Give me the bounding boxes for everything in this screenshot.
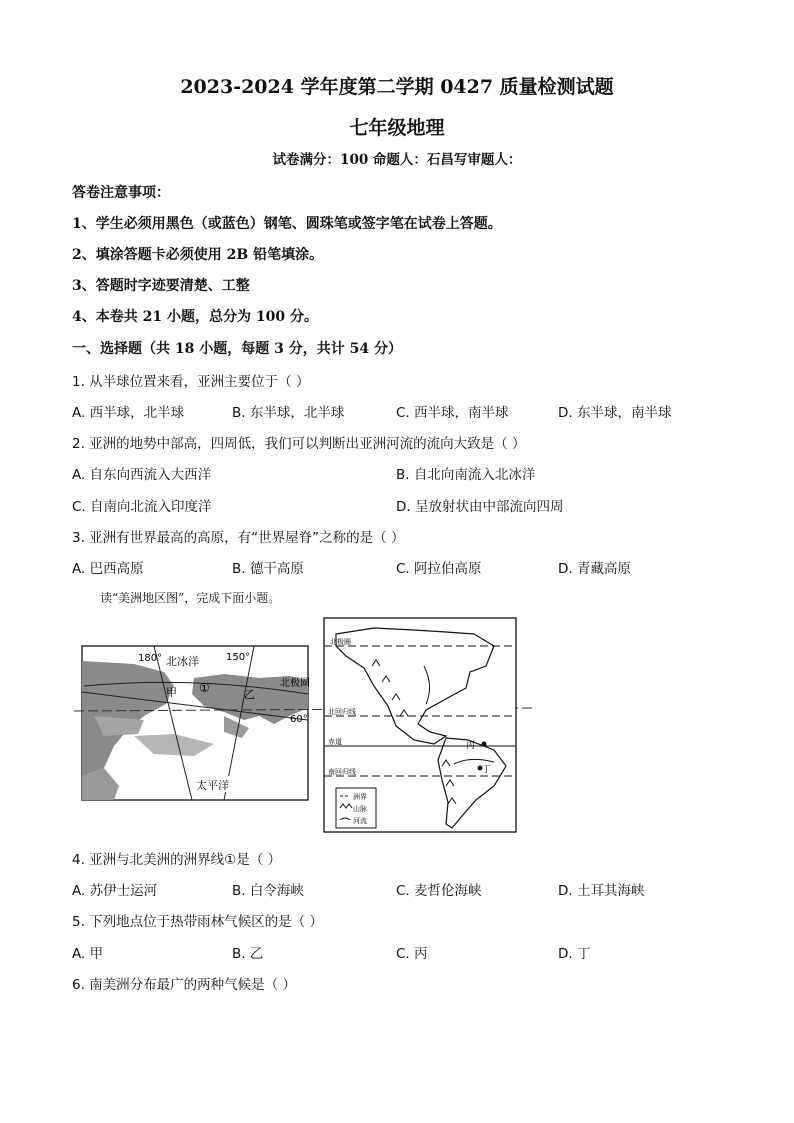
map-label: 赤道 xyxy=(328,738,342,746)
option-c[interactable]: C. 麦哲伦海峡 xyxy=(396,883,482,899)
question-stem: 3. 亚洲有世界最高的高原，有“世界屋脊”之称的是（ ） xyxy=(72,530,405,546)
map-label: 60° xyxy=(290,714,308,725)
option-a[interactable]: A. 西半球，北半球 xyxy=(72,405,185,421)
option-d[interactable]: D. 呈放射状由中部流向四周 xyxy=(396,499,564,515)
option-c[interactable]: C. 自南向北流入印度洋 xyxy=(72,499,212,515)
legend-label: 河流 xyxy=(353,817,367,825)
map-label: 丙 xyxy=(466,741,476,751)
map-label: ① xyxy=(199,681,210,695)
legend-label: 山脉 xyxy=(353,805,367,813)
bering-map xyxy=(82,646,310,800)
legend-label: 洲界 xyxy=(353,793,367,801)
map-label: 南回归线 xyxy=(328,768,356,776)
map-label: 北极圈 xyxy=(280,678,310,689)
map-intro: 读“美洲地区图”，完成下面小题。 xyxy=(100,591,281,605)
map-label: 北回归线 xyxy=(328,708,356,716)
option-d[interactable]: D. 东半球，南半球 xyxy=(558,405,672,421)
option-b[interactable]: B. 乙 xyxy=(232,946,264,962)
option-c[interactable]: C. 丙 xyxy=(396,946,428,962)
section-heading: 一、选择题（共 18 小题，每题 3 分，共计 54 分） xyxy=(72,341,402,357)
option-a[interactable]: A. 苏伊士运河 xyxy=(72,883,158,899)
note-item: 2、填涂答题卡必须使用 2B 铅笔填涂。 xyxy=(72,247,324,263)
note-item: 3、答题时字迹要清楚、工整 xyxy=(72,278,250,294)
exam-subject: 七年级地理 xyxy=(349,117,445,139)
option-d[interactable]: D. 土耳其海峡 xyxy=(558,883,645,899)
option-a[interactable]: A. 巴西高原 xyxy=(72,561,144,577)
question-stem: 5. 下列地点位于热带雨林气候区的是（ ） xyxy=(72,914,323,930)
map-label: 180° xyxy=(138,653,163,664)
note-item: 4、本卷共 21 小题，总分为 100 分。 xyxy=(72,309,318,325)
question-stem: 1. 从半球位置来看，亚洲主要位于（ ） xyxy=(72,374,310,390)
exam-info: 试卷满分：100 命题人：石昌写审题人： xyxy=(272,152,522,168)
map-label: 北冰洋 xyxy=(166,655,199,668)
option-b[interactable]: B. 自北向南流入北冰洋 xyxy=(396,467,536,483)
map-label: 150° xyxy=(226,652,251,663)
option-b[interactable]: B. 德干高原 xyxy=(232,561,304,577)
map-label: 丁 xyxy=(482,765,492,775)
map-label: 甲 xyxy=(166,686,177,699)
option-c[interactable]: C. 西半球，南半球 xyxy=(396,405,509,421)
option-a[interactable]: A. 甲 xyxy=(72,946,104,962)
option-b[interactable]: B. 东半球，北半球 xyxy=(232,405,345,421)
note-item: 1、学生必须用黑色（或蓝色）钢笔、圆珠笔或签字笔在试卷上答题。 xyxy=(72,216,502,232)
americas-map xyxy=(324,618,516,832)
america-map-figure xyxy=(74,616,534,836)
question-stem: 6. 南美洲分布最广的两种气候是（ ） xyxy=(72,977,296,993)
option-a[interactable]: A. 自东向西流入大西洋 xyxy=(72,467,212,483)
map-label: 北极圈 xyxy=(330,638,351,646)
question-stem: 4. 亚洲与北美洲的洲界线①是（ ） xyxy=(72,852,282,868)
map-label: 太平洋 xyxy=(196,779,229,792)
option-d[interactable]: D. 丁 xyxy=(558,946,591,962)
option-c[interactable]: C. 阿拉伯高原 xyxy=(396,561,482,577)
option-b[interactable]: B. 白令海峡 xyxy=(232,883,304,899)
notes-heading: 答卷注意事项： xyxy=(72,185,170,201)
map-legend xyxy=(336,788,376,828)
option-d[interactable]: D. 青藏高原 xyxy=(558,561,631,577)
map-label: 乙 xyxy=(244,688,255,701)
question-stem: 2. 亚洲的地势中部高，四周低，我们可以判断出亚洲河流的流向大致是（ ） xyxy=(72,436,526,452)
exam-title: 2023-2024 学年度第二学期 0427 质量检测试题 xyxy=(180,76,614,98)
